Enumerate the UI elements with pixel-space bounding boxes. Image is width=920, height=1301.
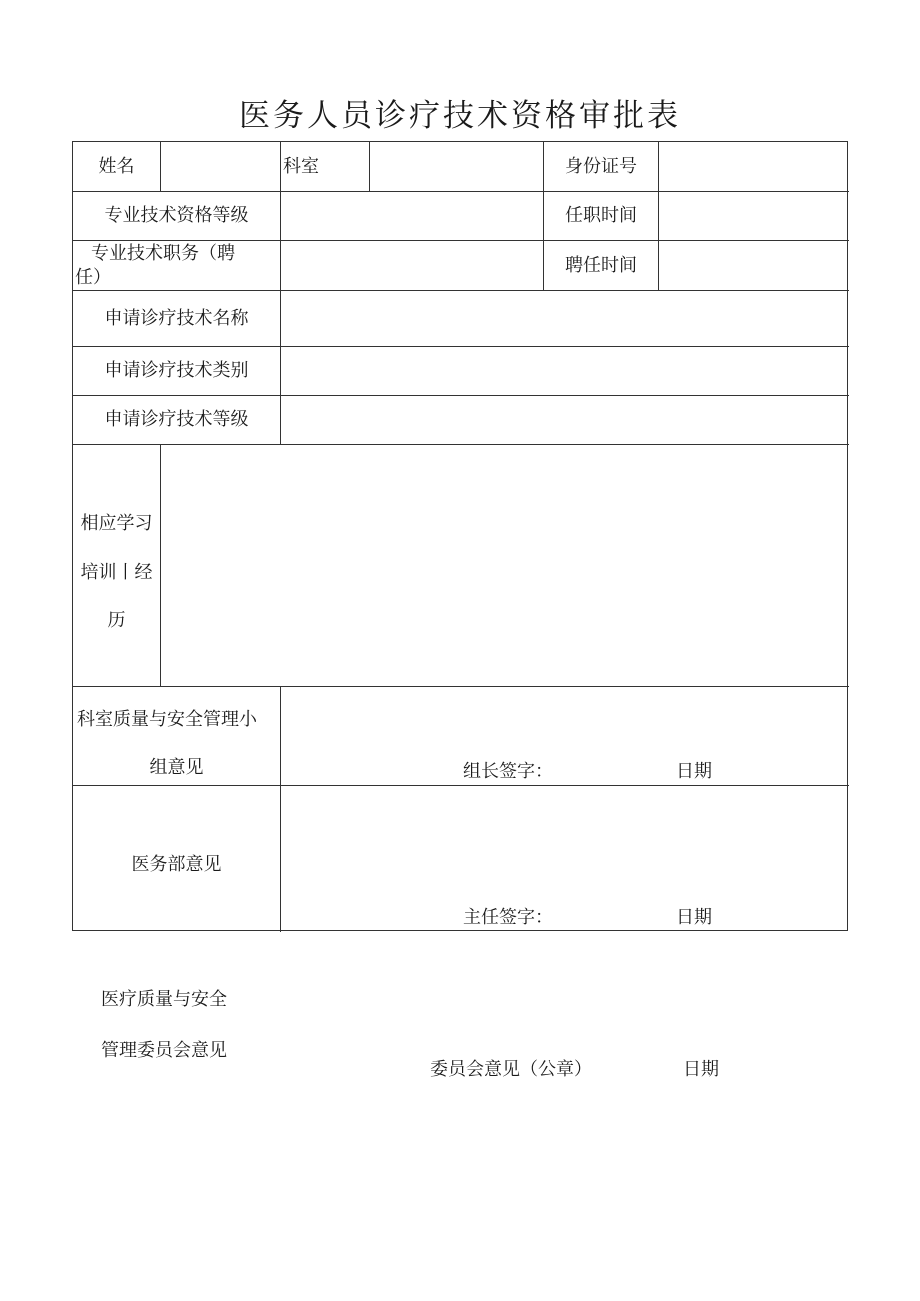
department-label: 科室 [283, 156, 319, 177]
tech-category-field[interactable] [281, 347, 847, 395]
dept-opinion-label-line1: 科室质量与安全管理小 [77, 709, 257, 730]
dept-opinion-label-line2: 组意见 [149, 757, 204, 778]
position-field[interactable] [281, 241, 543, 290]
qualification-level-field[interactable] [281, 192, 543, 240]
director-sign-label: 主任签字： [463, 907, 553, 928]
medical-affairs-date-label: 日期 [676, 907, 712, 928]
training-label-line3: 历 [107, 610, 126, 631]
tech-level-label: 申请诊疗技术等级 [104, 409, 249, 430]
approval-form-table [72, 141, 848, 931]
tech-name-field[interactable] [281, 291, 847, 346]
page-title: 医务人员诊疗技术资格审批表 [239, 98, 681, 134]
id-number-label: 身份证号 [565, 156, 637, 177]
id-number-field[interactable] [659, 142, 847, 191]
dept-opinion-date-label: 日期 [676, 761, 712, 782]
name-field[interactable] [161, 142, 280, 191]
hire-time-field[interactable] [659, 241, 847, 290]
appointment-time-field[interactable] [659, 192, 847, 240]
committee-date-label: 日期 [683, 1059, 719, 1080]
committee-label-line2: 管理委员会意见 [101, 1040, 227, 1061]
tech-category-label: 申请诊疗技术类别 [104, 360, 249, 381]
qualification-level-label: 专业技术资格等级 [104, 205, 249, 226]
committee-label-line1: 医疗质量与安全 [101, 989, 227, 1010]
name-label: 姓名 [98, 156, 135, 177]
department-field[interactable] [370, 142, 543, 191]
appointment-time-label: 任职时间 [565, 205, 637, 226]
medical-affairs-label: 医务部意见 [131, 854, 222, 875]
tech-name-label: 申请诊疗技术名称 [104, 308, 249, 329]
group-leader-sign-label: 组长签字： [463, 761, 553, 782]
dept-opinion-field[interactable] [281, 687, 847, 785]
training-label-line2: 培训丨经 [80, 562, 153, 583]
position-label-line2: 任） [75, 267, 111, 288]
medical-affairs-opinion-field[interactable] [281, 786, 847, 930]
position-label-line1: 专业技术职务（聘 [91, 243, 235, 264]
committee-seal-label: 委员会意见（公章） [430, 1059, 592, 1080]
training-experience-field[interactable] [161, 445, 847, 686]
training-label-line1: 相应学习 [80, 513, 153, 534]
hire-time-label: 聘任时间 [565, 255, 637, 276]
tech-level-field[interactable] [281, 396, 847, 444]
